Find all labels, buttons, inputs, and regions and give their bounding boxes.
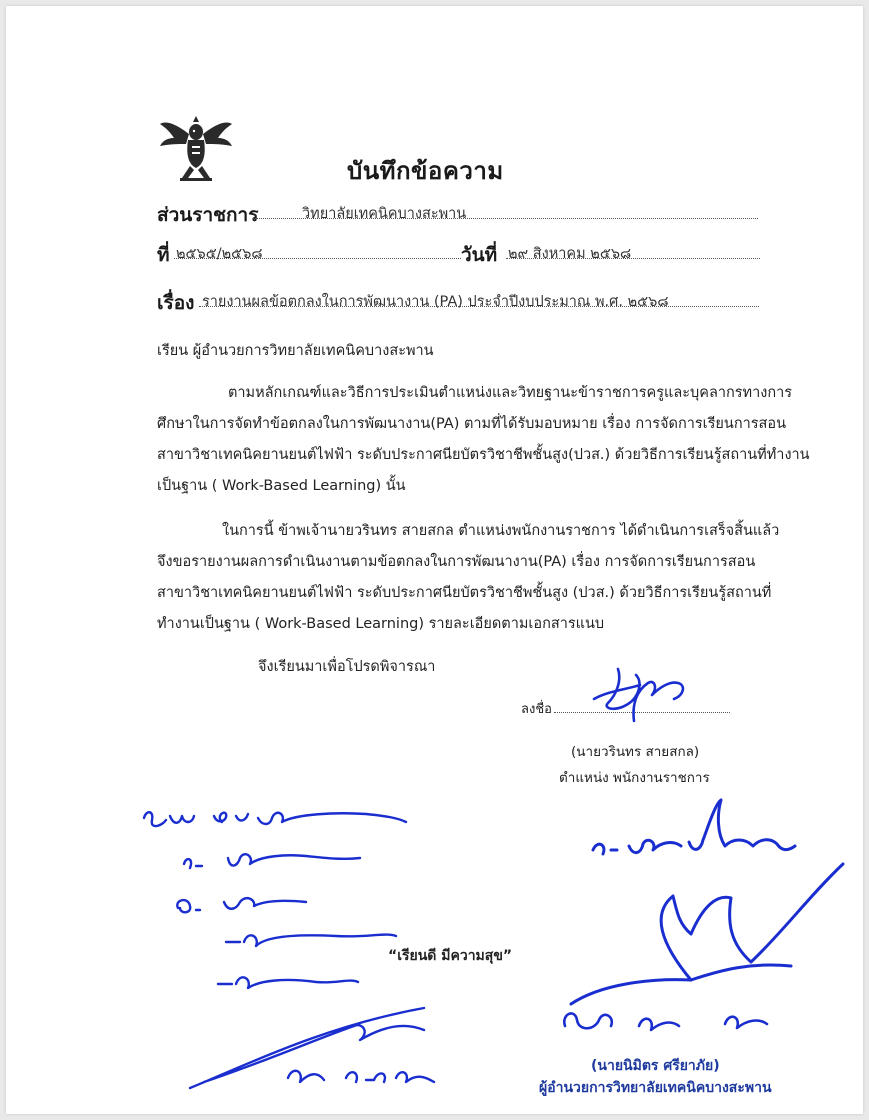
director-approval-icon xyxy=(581,794,861,1054)
department-label: ส่วนราชการ xyxy=(157,204,259,226)
memo-title: บันทึกข้อความ xyxy=(347,157,504,185)
date-label: วันที่ xyxy=(461,244,498,266)
addressee: เรียน ผู้อำนวยการวิทยาลัยเทคนิคบางสะพาน xyxy=(157,343,434,359)
memo-page xyxy=(6,6,863,1114)
employee-position: ตำแหน่ง พนักงานราชการ xyxy=(559,770,710,786)
garuda-emblem-icon xyxy=(156,110,236,186)
handwritten-endorsement-icon xyxy=(136,796,426,1006)
date-value: ๒๙ สิงหาคม ๒๕๖๘ xyxy=(508,246,632,262)
subject-value: รายงานผลข้อตกลงในการพัฒนางาน (PA) ประจำปีงบประมาณ พ.ศ. ๒๕๖๘ xyxy=(202,294,669,310)
paragraph2-line4: ทำงานเป็นฐาน ( Work-Based Learning) รายละเอียดตามเอกสารแนบ xyxy=(157,616,605,632)
paragraph2-line2: จึงขอรายงานผลการดำเนินงานตามข้อตกลงในการพัฒนางาน(PA) เรื่อง การจัดการเรียนการสอน xyxy=(157,554,756,570)
paragraph2-line1: ในการนี้ ข้าพเจ้านายวรินทร สายสกล ตำแหน่งพนักงานราชการ ได้ดำเนินการเสร็จสิ้นแล้ว xyxy=(222,523,780,539)
employee-signature-icon xyxy=(588,661,698,731)
paragraph1-line4: เป็นฐาน ( Work-Based Learning) นั้น xyxy=(157,478,406,494)
department-value: วิทยาลัยเทคนิคบางสะพาน xyxy=(302,206,467,222)
motto-stamp: “เรียนดี มีความสุข” xyxy=(388,948,513,964)
doc-number-value: ๒๕๖๕/๒๕๖๘ xyxy=(176,246,263,262)
paragraph1-line2: ศึกษาในการจัดทำข้อตกลงในการพัฒนางาน(PA) ตามที่ได้รับมอบหมาย เรื่อง การจัดการเรียนการสอน xyxy=(157,416,787,432)
closing-line: จึงเรียนมาเพื่อโปรดพิจารณา xyxy=(258,659,436,675)
sign-label: ลงชื่อ xyxy=(521,702,552,717)
paragraph1-line3: สาขาวิชาเทคนิคยานยนต์ไฟฟ้า ระดับประกาศนียบัตรวิชาชีพชั้นสูง(ปวส.) ด้วยวิธีการเรียนรู้สถานที่ทำงาน xyxy=(157,447,810,463)
director-title: ผู้อำนวยการวิทยาลัยเทคนิคบางสะพาน xyxy=(539,1080,772,1096)
director-name: (นายนิมิตร ศรียาภัย) xyxy=(591,1058,720,1074)
employee-name: (นายวรินทร สายสกล) xyxy=(571,744,700,760)
subject-label: เรื่อง xyxy=(157,292,195,314)
paragraph2-line3: สาขาวิชาเทคนิคยานยนต์ไฟฟ้า ระดับประกาศนียบัตรวิชาชีพชั้นสูง (ปวส.) ด้วยวิธีการเรียนรู้สถานที่ xyxy=(157,585,772,601)
paragraph1-line1: ตามหลักเกณฑ์และวิธีการประเมินตำแหน่งและวิทยฐานะข้าราชการครูและบุคลากรทางการ xyxy=(228,385,793,401)
deputy-signature-icon xyxy=(184,996,484,1096)
doc-number-label: ที่ xyxy=(157,244,170,266)
